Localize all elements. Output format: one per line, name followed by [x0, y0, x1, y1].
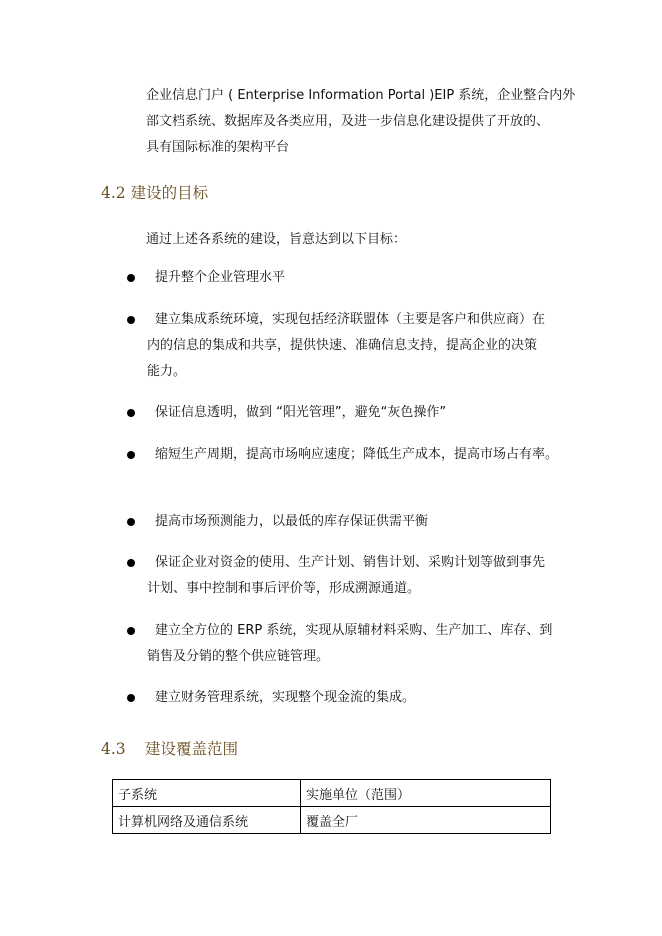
table-cell: 覆盖全厂 — [301, 807, 551, 834]
section-4-2-heading: 4.2 建设的目标 — [101, 184, 209, 202]
coverage-table — [112, 779, 551, 834]
list-item — [127, 307, 559, 385]
bullet-icon — [127, 451, 135, 459]
bullet-icon — [127, 559, 135, 567]
list-item — [127, 509, 559, 535]
section-number: 4.3 — [101, 740, 126, 758]
intro-line: 具有国际标准的架构平台 — [146, 140, 290, 155]
list-item-text: 提高市场预测能力，以最低的库存保证供需平衡 — [155, 514, 429, 529]
list-item — [127, 442, 559, 468]
bullet-icon — [127, 627, 135, 635]
list-item — [127, 618, 559, 670]
intro-paragraph — [146, 83, 576, 161]
list-item — [127, 400, 559, 426]
list-item-text-cont: 内的信息的集成和共享，提供快速、准确信息支持，提高企业的决策 — [147, 338, 538, 353]
list-item-text: 保证信息透明，做到 “阳光管理”，避免“灰色操作” — [155, 405, 447, 420]
list-item — [127, 685, 559, 711]
section-4-2-lead: 通过上述各系统的建设，旨意达到以下目标： — [146, 232, 407, 247]
list-item-text-cont: 能力。 — [147, 364, 187, 379]
list-item-text-cont: 销售及分销的整个供应链管理。 — [147, 649, 330, 664]
list-item-text: 建立全方位的 ERP 系统，实现从原辅材料采购、生产加工、库存、到 — [155, 623, 553, 638]
table-header-cell: 子系统 — [113, 780, 301, 807]
intro-line: 部文档系统、数据库及各类应用，及进一步信息化建设提供了开放的、 — [146, 114, 550, 129]
list-item-text: 提升整个企业管理水平 — [155, 270, 286, 285]
intro-line: 企业信息门户 ( Enterprise Information Portal )EIP 系统，企业整合内外 — [146, 88, 576, 103]
table-row — [113, 807, 551, 834]
list-item-text: 缩短生产周期，提高市场响应速度；降低生产成本，提高市场占有率。 — [155, 447, 559, 462]
bullet-icon — [127, 409, 135, 417]
bullet-icon — [127, 274, 135, 282]
list-item-text-cont: 计划、事中控制和事后评价等，形成溯源通道。 — [147, 581, 421, 596]
table-header-cell: 实施单位（范围） — [301, 780, 551, 807]
list-item — [127, 265, 559, 291]
bullet-icon — [127, 694, 135, 702]
table-header-row — [113, 780, 551, 807]
bullet-icon — [127, 316, 135, 324]
list-item-text: 建立集成系统环境，实现包括经济联盟体（主要是客户和供应商）在 — [155, 312, 546, 327]
list-item-text: 建立财务管理系统，实现整个现金流的集成。 — [155, 690, 416, 705]
bullet-icon — [127, 518, 135, 526]
section-title: 建设覆盖范围 — [145, 740, 239, 758]
list-item-text: 保证企业对资金的使用、生产计划、销售计划、采购计划等做到事先 — [155, 555, 546, 570]
table-cell: 计算机网络及通信系统 — [113, 807, 301, 834]
list-item — [127, 550, 559, 602]
section-4-3-heading — [101, 737, 238, 759]
